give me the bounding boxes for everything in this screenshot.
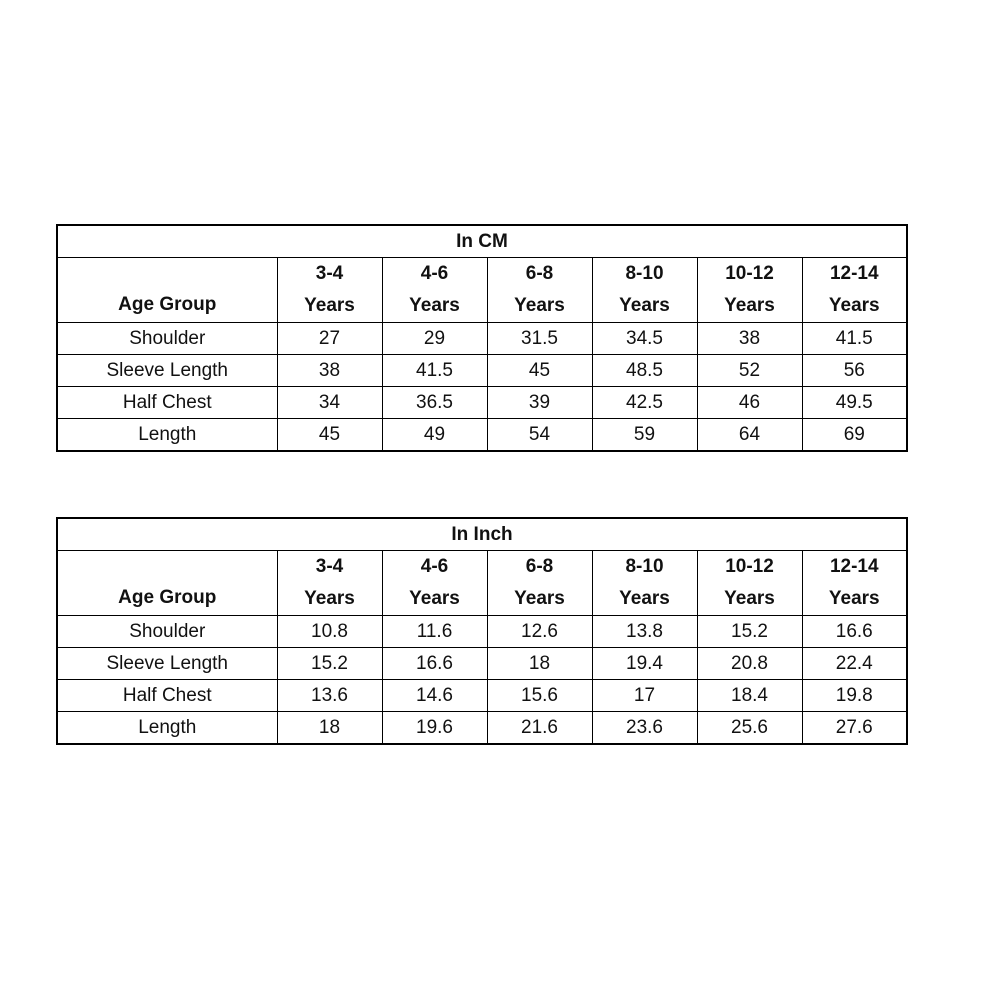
measurement-cell: 38 xyxy=(277,355,382,387)
measurement-cell: 18.4 xyxy=(697,680,802,712)
row-label: Sleeve Length xyxy=(57,648,277,680)
column-header: 4-6 Years xyxy=(382,551,487,616)
measurement-cell: 36.5 xyxy=(382,387,487,419)
column-header: 12-14 Years xyxy=(802,258,907,323)
row-label: Half Chest xyxy=(57,387,277,419)
table-title: In Inch xyxy=(57,518,907,551)
row-label: Length xyxy=(57,419,277,452)
measurement-cell: 69 xyxy=(802,419,907,452)
column-header: 6-8 Years xyxy=(487,551,592,616)
column-header: 10-12 Years xyxy=(697,551,802,616)
measurement-cell: 45 xyxy=(487,355,592,387)
row-header-age-group: Age Group xyxy=(57,258,277,323)
size-chart-cm-table xyxy=(56,224,908,452)
table-row xyxy=(57,648,907,680)
measurement-cell: 29 xyxy=(382,323,487,355)
measurement-cell: 15.6 xyxy=(487,680,592,712)
table-row xyxy=(57,616,907,648)
table-row xyxy=(57,419,907,452)
measurement-cell: 14.6 xyxy=(382,680,487,712)
column-header: 6-8 Years xyxy=(487,258,592,323)
column-header: 12-14 Years xyxy=(802,551,907,616)
measurement-cell: 16.6 xyxy=(802,616,907,648)
measurement-cell: 16.6 xyxy=(382,648,487,680)
table-row xyxy=(57,355,907,387)
measurement-cell: 49 xyxy=(382,419,487,452)
measurement-cell: 59 xyxy=(592,419,697,452)
measurement-cell: 54 xyxy=(487,419,592,452)
measurement-cell: 39 xyxy=(487,387,592,419)
measurement-cell: 38 xyxy=(697,323,802,355)
row-label: Shoulder xyxy=(57,323,277,355)
measurement-cell: 27.6 xyxy=(802,712,907,745)
column-header: 8-10 Years xyxy=(592,258,697,323)
measurement-cell: 15.2 xyxy=(277,648,382,680)
measurement-cell: 22.4 xyxy=(802,648,907,680)
measurement-cell: 19.6 xyxy=(382,712,487,745)
measurement-cell: 49.5 xyxy=(802,387,907,419)
measurement-cell: 15.2 xyxy=(697,616,802,648)
measurement-cell: 42.5 xyxy=(592,387,697,419)
row-label: Length xyxy=(57,712,277,745)
measurement-cell: 17 xyxy=(592,680,697,712)
table-row xyxy=(57,712,907,745)
measurement-cell: 19.8 xyxy=(802,680,907,712)
column-header: 3-4 Years xyxy=(277,258,382,323)
measurement-cell: 18 xyxy=(277,712,382,745)
measurement-cell: 34 xyxy=(277,387,382,419)
measurement-cell: 12.6 xyxy=(487,616,592,648)
row-label: Sleeve Length xyxy=(57,355,277,387)
measurement-cell: 52 xyxy=(697,355,802,387)
measurement-cell: 19.4 xyxy=(592,648,697,680)
table-title: In CM xyxy=(57,225,907,258)
measurement-cell: 64 xyxy=(697,419,802,452)
column-header: 4-6 Years xyxy=(382,258,487,323)
column-header: 8-10 Years xyxy=(592,551,697,616)
row-header-age-group: Age Group xyxy=(57,551,277,616)
measurement-cell: 25.6 xyxy=(697,712,802,745)
table-row xyxy=(57,387,907,419)
measurement-cell: 41.5 xyxy=(802,323,907,355)
measurement-cell: 31.5 xyxy=(487,323,592,355)
measurement-cell: 11.6 xyxy=(382,616,487,648)
column-header: 3-4 Years xyxy=(277,551,382,616)
measurement-cell: 45 xyxy=(277,419,382,452)
measurement-cell: 41.5 xyxy=(382,355,487,387)
measurement-cell: 10.8 xyxy=(277,616,382,648)
measurement-cell: 46 xyxy=(697,387,802,419)
measurement-cell: 13.8 xyxy=(592,616,697,648)
measurement-cell: 20.8 xyxy=(697,648,802,680)
column-header: 10-12 Years xyxy=(697,258,802,323)
table-row xyxy=(57,323,907,355)
row-label: Shoulder xyxy=(57,616,277,648)
measurement-cell: 56 xyxy=(802,355,907,387)
measurement-cell: 27 xyxy=(277,323,382,355)
table-row xyxy=(57,680,907,712)
size-chart-inch-table xyxy=(56,517,908,745)
measurement-cell: 34.5 xyxy=(592,323,697,355)
row-label: Half Chest xyxy=(57,680,277,712)
measurement-cell: 21.6 xyxy=(487,712,592,745)
measurement-cell: 48.5 xyxy=(592,355,697,387)
measurement-cell: 13.6 xyxy=(277,680,382,712)
measurement-cell: 23.6 xyxy=(592,712,697,745)
measurement-cell: 18 xyxy=(487,648,592,680)
